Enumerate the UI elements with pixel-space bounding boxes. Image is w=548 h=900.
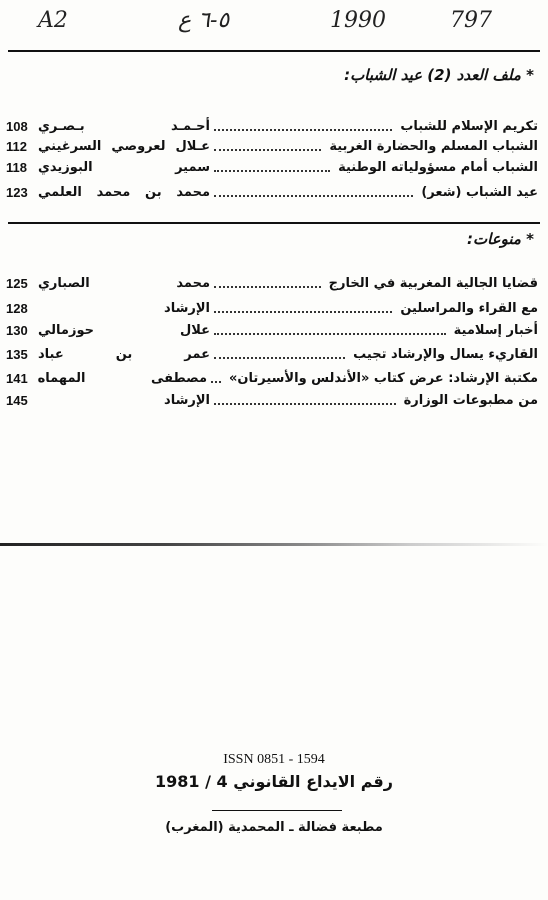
toc-page: 135: [6, 346, 28, 362]
toc-author: علال حوزمالي: [38, 322, 210, 338]
dot-leader: [214, 403, 396, 405]
toc-author: سمير البوزيدي: [38, 159, 210, 175]
toc-page: 118: [6, 159, 27, 175]
toc-page: 112: [6, 138, 27, 154]
dot-leader: [214, 333, 446, 335]
printer-info: مطبعة فضالة ـ المحمدية (المغرب): [165, 820, 383, 835]
dot-leader: [214, 170, 330, 172]
toc-row[interactable]: [6, 298, 538, 318]
footer-divider: [212, 810, 342, 811]
toc-title: تكريم الإسلام للشباب: [400, 118, 538, 134]
dot-leader: [214, 286, 321, 288]
top-divider: [8, 50, 540, 52]
toc-title: عيد الشباب (شعر): [421, 184, 538, 200]
toc-title: الشباب أمام مسؤولياته الوطنية: [338, 159, 538, 175]
toc-title: أخبار إسلامية: [453, 322, 538, 338]
dot-leader: [214, 129, 392, 131]
toc-page: 108: [6, 118, 28, 134]
toc-author: عمر بن عباد: [38, 346, 210, 362]
toc-page: 130: [6, 322, 28, 338]
scan-artifact-line: [0, 543, 548, 546]
section-divider: [8, 222, 540, 224]
toc-row[interactable]: [6, 368, 538, 388]
handwritten-year: 1990: [330, 8, 386, 33]
toc-row[interactable]: [6, 136, 538, 156]
toc-author: عـلال لعروصي السرغيني: [38, 138, 210, 154]
toc-author: الإرشاد: [164, 392, 210, 408]
handwritten-code: A2: [38, 8, 68, 33]
handwritten-month: ٥-٦ ع: [178, 8, 230, 33]
toc-page: 125: [6, 275, 28, 291]
toc-row[interactable]: [6, 182, 538, 202]
dot-leader: [214, 195, 413, 197]
toc-title: القاريء يسال والإرشاد تجيب: [353, 346, 538, 362]
dot-leader: [214, 149, 321, 151]
toc-title: مع القراء والمراسلين: [400, 300, 538, 316]
toc-row[interactable]: [6, 273, 538, 293]
toc-author: محمد الصباري: [38, 275, 210, 291]
dot-leader: [214, 357, 345, 359]
toc-row[interactable]: [6, 320, 538, 340]
toc-row[interactable]: [6, 344, 538, 364]
toc-title: قضايا الجالية المغربية في الخارج: [328, 275, 538, 291]
issn-number: ISSN 0851 - 1594: [223, 752, 325, 767]
toc-page: 145: [6, 392, 28, 408]
toc-author: مصطفى المهماه: [37, 370, 207, 386]
handwritten-number: 797: [450, 8, 492, 33]
toc-author: محمد بن محمد العلمي: [38, 184, 210, 200]
toc-author: الإرشاد: [164, 300, 210, 316]
dot-leader: [211, 381, 221, 383]
toc-author: أحـمـد بـصـري: [38, 118, 210, 134]
legal-deposit: رقم الايداع القانوني 4 / 1981: [155, 772, 393, 791]
section-misc-title: * منوعات:: [466, 230, 534, 248]
toc-page: 123: [6, 184, 28, 200]
toc-row[interactable]: [6, 390, 538, 410]
toc-title: مكتبة الإرشاد: عرض كتاب «الأندلس والأسيرتان»: [229, 370, 538, 386]
toc-page: 128: [6, 300, 28, 316]
section-youth-title: * ملف العدد (2) عيد الشباب:: [344, 66, 534, 84]
toc-title: من مطبوعات الوزارة: [403, 392, 538, 408]
toc-page: 141: [6, 370, 28, 386]
dot-leader: [214, 311, 392, 313]
toc-row[interactable]: [6, 116, 538, 136]
toc-row[interactable]: [6, 157, 538, 177]
toc-title: الشباب المسلم والحضارة الغربية: [329, 138, 538, 154]
